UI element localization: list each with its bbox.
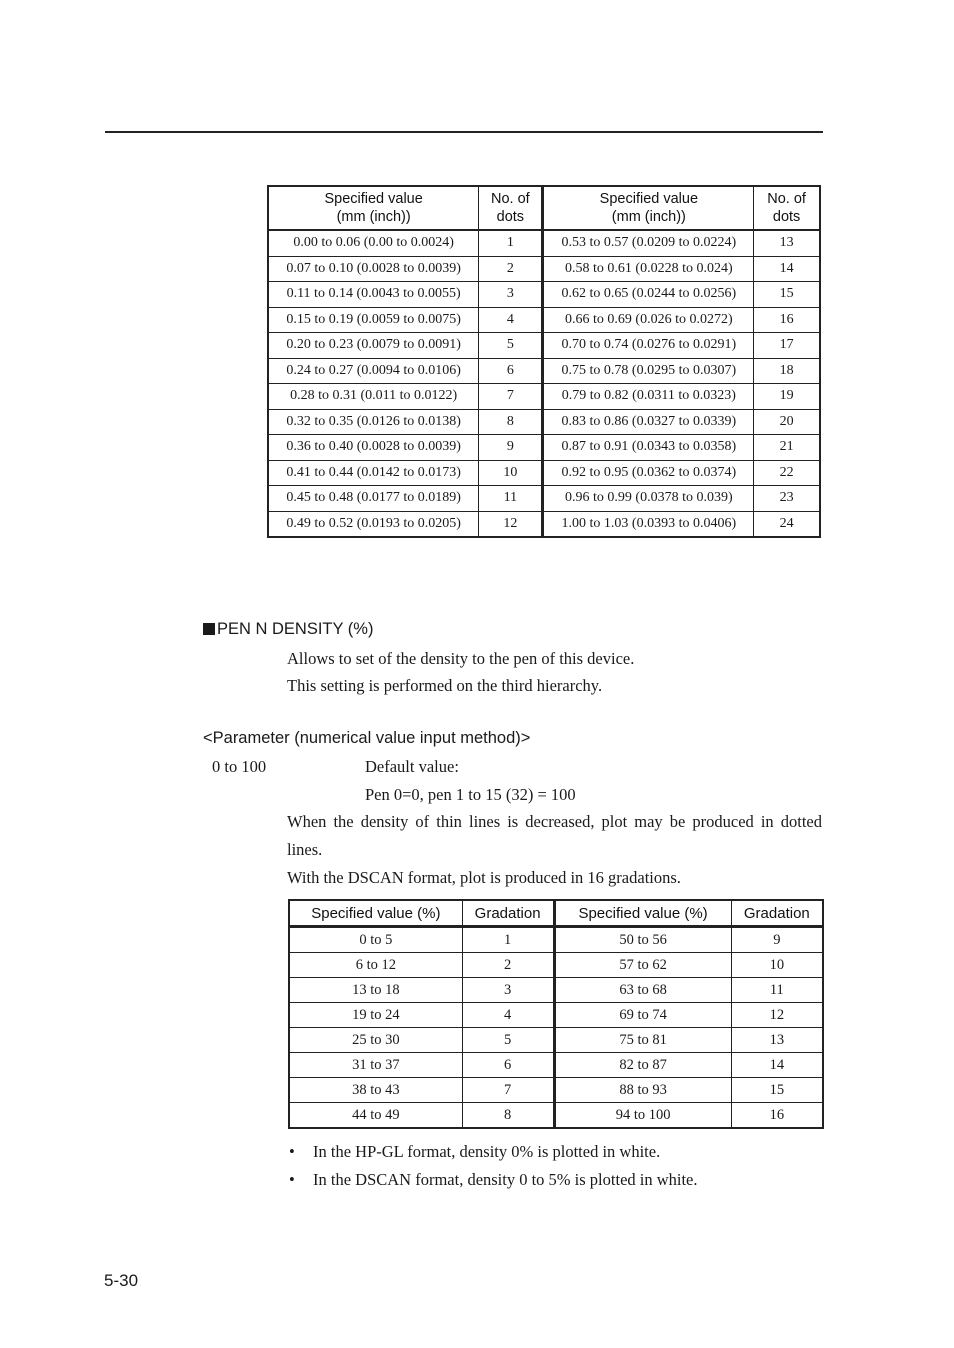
table-cell: 19	[754, 384, 820, 410]
table-cell: 7	[462, 1078, 554, 1103]
table-cell: 9	[479, 435, 543, 461]
table-cell: 7	[479, 384, 543, 410]
table-cell: 14	[754, 256, 820, 282]
table-cell: 13	[754, 230, 820, 256]
header-rule	[105, 131, 823, 133]
table-cell: 0.49 to 0.52 (0.0193 to 0.0205)	[268, 511, 479, 537]
table-cell: 0.36 to 0.40 (0.0028 to 0.0039)	[268, 435, 479, 461]
table-row	[268, 384, 820, 410]
bullet-item: • In the HP-GL format, density 0% is plotted in white.	[289, 1142, 661, 1161]
column-header: Specified value (%)	[554, 900, 731, 927]
table-cell: 1	[462, 927, 554, 953]
table-cell: 21	[754, 435, 820, 461]
column-header: Specified value (mm (inch))	[543, 186, 754, 230]
table-cell: 11	[731, 978, 823, 1003]
table-row	[268, 511, 820, 537]
page-number: 5-30	[104, 1271, 139, 1290]
table-cell: 0.66 to 0.69 (0.026 to 0.0272)	[543, 307, 754, 333]
table-cell: 0.07 to 0.10 (0.0028 to 0.0039)	[268, 256, 479, 282]
table-cell: 20	[754, 409, 820, 435]
table-cell: 0.20 to 0.23 (0.0079 to 0.0091)	[268, 333, 479, 359]
table-cell: 82 to 87	[554, 1053, 731, 1078]
table-row	[289, 953, 823, 978]
table-row	[289, 1103, 823, 1129]
table-cell: 57 to 62	[554, 953, 731, 978]
table-cell: 14	[731, 1053, 823, 1078]
table-cell: 0.58 to 0.61 (0.0228 to 0.024)	[543, 256, 754, 282]
table-cell: 24	[754, 511, 820, 537]
table-cell: 0.79 to 0.82 (0.0311 to 0.0323)	[543, 384, 754, 410]
default-value: Pen 0=0, pen 1 to 15 (32) = 100	[365, 785, 576, 804]
table-cell: 0.92 to 0.95 (0.0362 to 0.0374)	[543, 460, 754, 486]
column-header: Specified value (%)	[289, 900, 462, 927]
dot-count-table	[267, 185, 821, 538]
table-cell: 3	[462, 978, 554, 1003]
table-row	[268, 282, 820, 308]
table-cell: 6 to 12	[289, 953, 462, 978]
table-row	[289, 1053, 823, 1078]
column-header: No. of dots	[479, 186, 543, 230]
description-line: Allows to set of the density to the pen of this device.	[287, 649, 635, 668]
table-row	[268, 307, 820, 333]
description-line: This setting is performed on the third hierarchy.	[287, 676, 603, 695]
table-cell: 13	[731, 1028, 823, 1053]
table-cell: 0.75 to 0.78 (0.0295 to 0.0307)	[543, 358, 754, 384]
table-cell: 8	[479, 409, 543, 435]
table-cell: 44 to 49	[289, 1103, 462, 1129]
table-row	[289, 1003, 823, 1028]
column-header: Gradation	[731, 900, 823, 927]
table-row	[268, 333, 820, 359]
column-header: No. of dots	[754, 186, 820, 230]
table-cell: 5	[462, 1028, 554, 1053]
table-cell: 22	[754, 460, 820, 486]
table-header-row	[268, 186, 820, 230]
table-cell: 0.53 to 0.57 (0.0209 to 0.0224)	[543, 230, 754, 256]
table-cell: 16	[754, 307, 820, 333]
table-cell: 4	[462, 1003, 554, 1028]
table-cell: 10	[731, 953, 823, 978]
bullet-icon: •	[289, 1142, 295, 1161]
table-cell: 0.83 to 0.86 (0.0327 to 0.0339)	[543, 409, 754, 435]
section-heading: PEN N DENSITY (%)	[203, 620, 373, 639]
table-cell: 0.62 to 0.65 (0.0244 to 0.0256)	[543, 282, 754, 308]
gradation-table	[288, 899, 824, 1129]
table-cell: 3	[479, 282, 543, 308]
table-cell: 2	[479, 256, 543, 282]
table-row	[268, 460, 820, 486]
table-row	[289, 1078, 823, 1103]
table-cell: 0.45 to 0.48 (0.0177 to 0.0189)	[268, 486, 479, 512]
table-cell: 50 to 56	[554, 927, 731, 953]
parameter-heading: <Parameter (numerical value input method)>	[203, 729, 531, 747]
table-row	[268, 358, 820, 384]
thin-line-note: When the density of thin lines is decreased, plot may be produced in dotted lines.	[287, 812, 822, 859]
table-cell: 19 to 24	[289, 1003, 462, 1028]
table-cell: 0.00 to 0.06 (0.00 to 0.0024)	[268, 230, 479, 256]
table-cell: 5	[479, 333, 543, 359]
table-cell: 2	[462, 953, 554, 978]
table-cell: 0.15 to 0.19 (0.0059 to 0.0075)	[268, 307, 479, 333]
table-cell: 0.41 to 0.44 (0.0142 to 0.0173)	[268, 460, 479, 486]
table-row	[268, 230, 820, 256]
table-row	[289, 978, 823, 1003]
table-cell: 15	[754, 282, 820, 308]
table-cell: 16	[731, 1103, 823, 1129]
table-header-row	[289, 900, 823, 927]
table-cell: 63 to 68	[554, 978, 731, 1003]
table-cell: 1.00 to 1.03 (0.0393 to 0.0406)	[543, 511, 754, 537]
table-row	[289, 927, 823, 953]
table-cell: 94 to 100	[554, 1103, 731, 1129]
column-header: Gradation	[462, 900, 554, 927]
table-cell: 0 to 5	[289, 927, 462, 953]
table-cell: 15	[731, 1078, 823, 1103]
table-cell: 12	[479, 511, 543, 537]
table-cell: 0.32 to 0.35 (0.0126 to 0.0138)	[268, 409, 479, 435]
table-cell: 9	[731, 927, 823, 953]
parameter-range: 0 to 100	[212, 757, 267, 776]
table-cell: 1	[479, 230, 543, 256]
table-cell: 6	[462, 1053, 554, 1078]
table-cell: 0.24 to 0.27 (0.0094 to 0.0106)	[268, 358, 479, 384]
bullet-item: • In the DSCAN format, density 0 to 5% is plotted in white.	[289, 1170, 698, 1189]
table-cell: 0.87 to 0.91 (0.0343 to 0.0358)	[543, 435, 754, 461]
table-row	[268, 435, 820, 461]
table-cell: 25 to 30	[289, 1028, 462, 1053]
table-cell: 12	[731, 1003, 823, 1028]
bullet-icon: •	[289, 1170, 295, 1189]
table-cell: 0.70 to 0.74 (0.0276 to 0.0291)	[543, 333, 754, 359]
table-row	[268, 409, 820, 435]
table-cell: 23	[754, 486, 820, 512]
table-cell: 0.96 to 0.99 (0.0378 to 0.039)	[543, 486, 754, 512]
dscan-note: With the DSCAN format, plot is produced in 16 gradations.	[287, 868, 681, 887]
square-bullet-icon	[203, 623, 215, 635]
table-cell: 13 to 18	[289, 978, 462, 1003]
table-cell: 17	[754, 333, 820, 359]
table-cell: 18	[754, 358, 820, 384]
table-row	[268, 256, 820, 282]
table-cell: 88 to 93	[554, 1078, 731, 1103]
table-row	[289, 1028, 823, 1053]
table-cell: 69 to 74	[554, 1003, 731, 1028]
table-cell: 4	[479, 307, 543, 333]
table-cell: 11	[479, 486, 543, 512]
table-cell: 6	[479, 358, 543, 384]
table-cell: 8	[462, 1103, 554, 1129]
table-cell: 31 to 37	[289, 1053, 462, 1078]
column-header: Specified value (mm (inch))	[268, 186, 479, 230]
table-cell: 75 to 81	[554, 1028, 731, 1053]
table-row	[268, 486, 820, 512]
table-cell: 38 to 43	[289, 1078, 462, 1103]
table-cell: 10	[479, 460, 543, 486]
default-label: Default value:	[365, 757, 459, 776]
table-cell: 0.28 to 0.31 (0.011 to 0.0122)	[268, 384, 479, 410]
table-cell: 0.11 to 0.14 (0.0043 to 0.0055)	[268, 282, 479, 308]
